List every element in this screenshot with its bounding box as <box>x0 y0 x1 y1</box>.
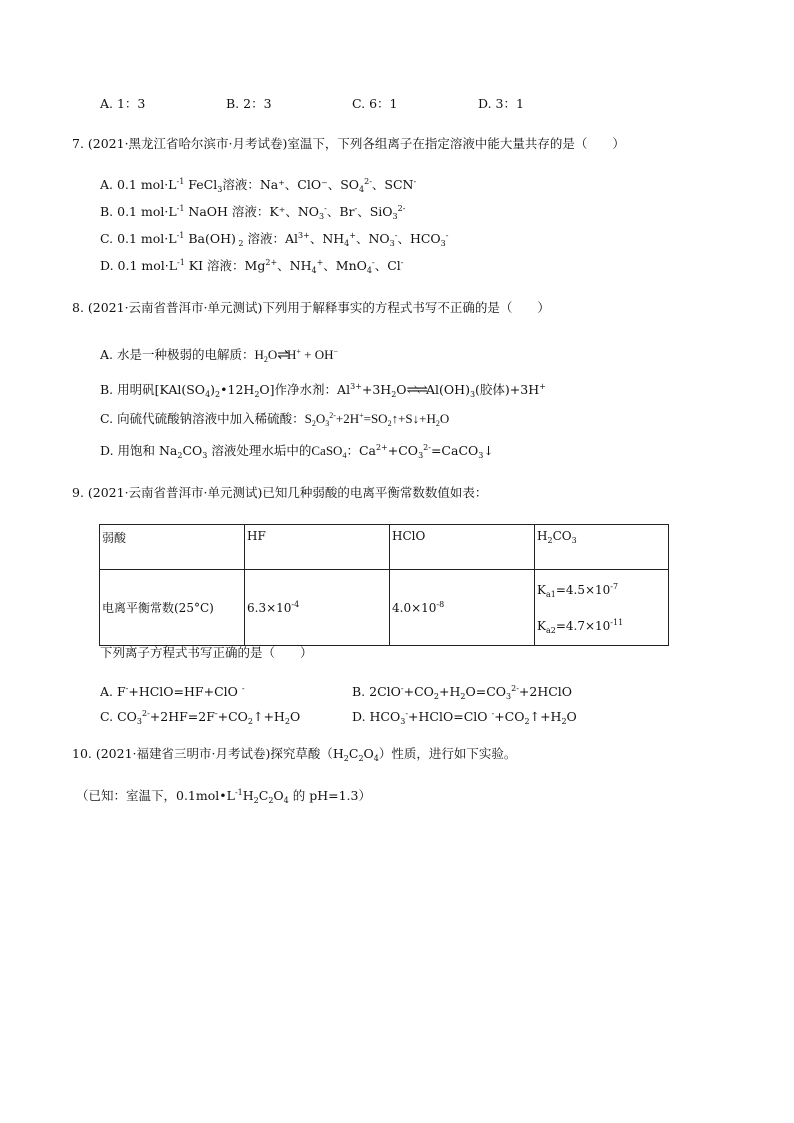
q8-option-a: A. 水是一种极弱的电解质：$H_2O\rightleftharpoons H^+ + OH^-$ <box>100 347 339 364</box>
q7-option-d: D. 0.1 $mol\cdot L^{-1}$ KI 溶液：$Mg^{2+}$、$NH_4^+$、MnO$_4$-、Cl- <box>100 258 404 275</box>
q7-option-b: B. 0.1 $mol\cdot L^{-1}$ NaOH 溶液：K⁺、$NO_3^-$、Br-、SiO$_3^{2-}$ <box>100 204 406 221</box>
q8-stem: 8. (2021·云南省普洱市·单元测试)下列用于解释事实的方程式书写不正确的是（ ） <box>72 300 550 315</box>
q9-option-c: C. $CO_3^{2-}+2HF=2F^-+CO_2↑+H_2O$ <box>100 709 301 726</box>
q6-option-a: A. 1：3 <box>100 96 146 111</box>
q9-option-d: D. $HCO_3^-+HClO=ClO$ $^-+CO_2↑+H_2O$ <box>352 709 577 726</box>
q7-option-c: C. 0.1 $mol\cdot L^{-1}$ Ba(OH) $_2$ 溶液：$Al^{3+}$、$NH_4^+$、$NO_3^-$、$HCO_3^-$ <box>100 231 449 248</box>
q8-option-b: B. 用明矾$[KAl(SO_4)_2•12H_2O]$作净水剂：$Al^{3+}+3H_2O\rightleftharpoons\rightleftharpoons Al(OH)_3$(胶体)+3H+ <box>100 382 546 399</box>
q6-option-d: D. 3：1 <box>478 96 524 111</box>
table-cell-hf: $6.3\times 10^{-4}$ <box>245 570 390 646</box>
q9-stem: 9. (2021·云南省普洱市·单元测试)已知几种弱酸的电离平衡常数数值如表： <box>72 485 488 500</box>
q8-option-d: D. 用饱和 $Na_2CO_3$ 溶液处理水垢中的CaSO$_4$：$Ca^{2+}+CO_3^{2-}=CaCO_3↓$ <box>100 443 494 460</box>
table-cell-h2co3: $K_{a1}=4.5\times 10^{-7}$ $K_{a2}=4.7\times 10^{-11}$ <box>535 570 669 646</box>
q8-option-c: C. 向硫代硫酸钠溶液中加入稀硫酸：$S_2O_3^{2-}+2H^+=SO_2↑+S↓+H_2O$ <box>100 411 450 428</box>
q9-prompt: 下列离子方程式书写正确的是（ ） <box>100 645 313 660</box>
table-row-label: 电离平衡常数(25°C) <box>100 570 245 646</box>
q7-stem: 7. (2021·黑龙江省哈尔滨市·月考试卷)室温下，下列各组离子在指定溶液中能大量共存的是（ ） <box>72 136 625 151</box>
q9-option-a: A. F-+HClO=HF+ClO - <box>100 684 245 699</box>
ionization-constant-table <box>99 524 669 646</box>
q10-note: （已知：室温下，$0.1mol•L^{-1}H_2C_2O_4$ 的 pH=1.3） <box>76 788 371 805</box>
table-header-h2co3: $H_2CO_3$ <box>535 525 669 570</box>
table-header-hclo: HClO <box>390 525 535 570</box>
q7-option-a: A. 0.1 $mol\cdot L^{-1}$ FeCl$_3$溶液：Na⁺、ClO⁻、$SO_4^{2-}$、SCN- <box>100 177 417 194</box>
table-cell-hclo: $4.0\times 10^{-8}$ <box>390 570 535 646</box>
q10-stem: 10. (2021·福建省三明市·月考试卷)探究草酸$(H_2C_2O_4)$性质，进行如下实验。 <box>72 746 517 763</box>
q9-option-b: B. $2ClO^-+CO_2+H_2O=CO_3^{2-}+2HClO$ <box>352 684 573 701</box>
q6-option-c: C. 6：1 <box>352 96 398 111</box>
table-header-acid: 弱酸 <box>100 525 245 570</box>
q6-option-b: B. 2：3 <box>226 96 272 111</box>
table-header-hf: HF <box>245 525 390 570</box>
